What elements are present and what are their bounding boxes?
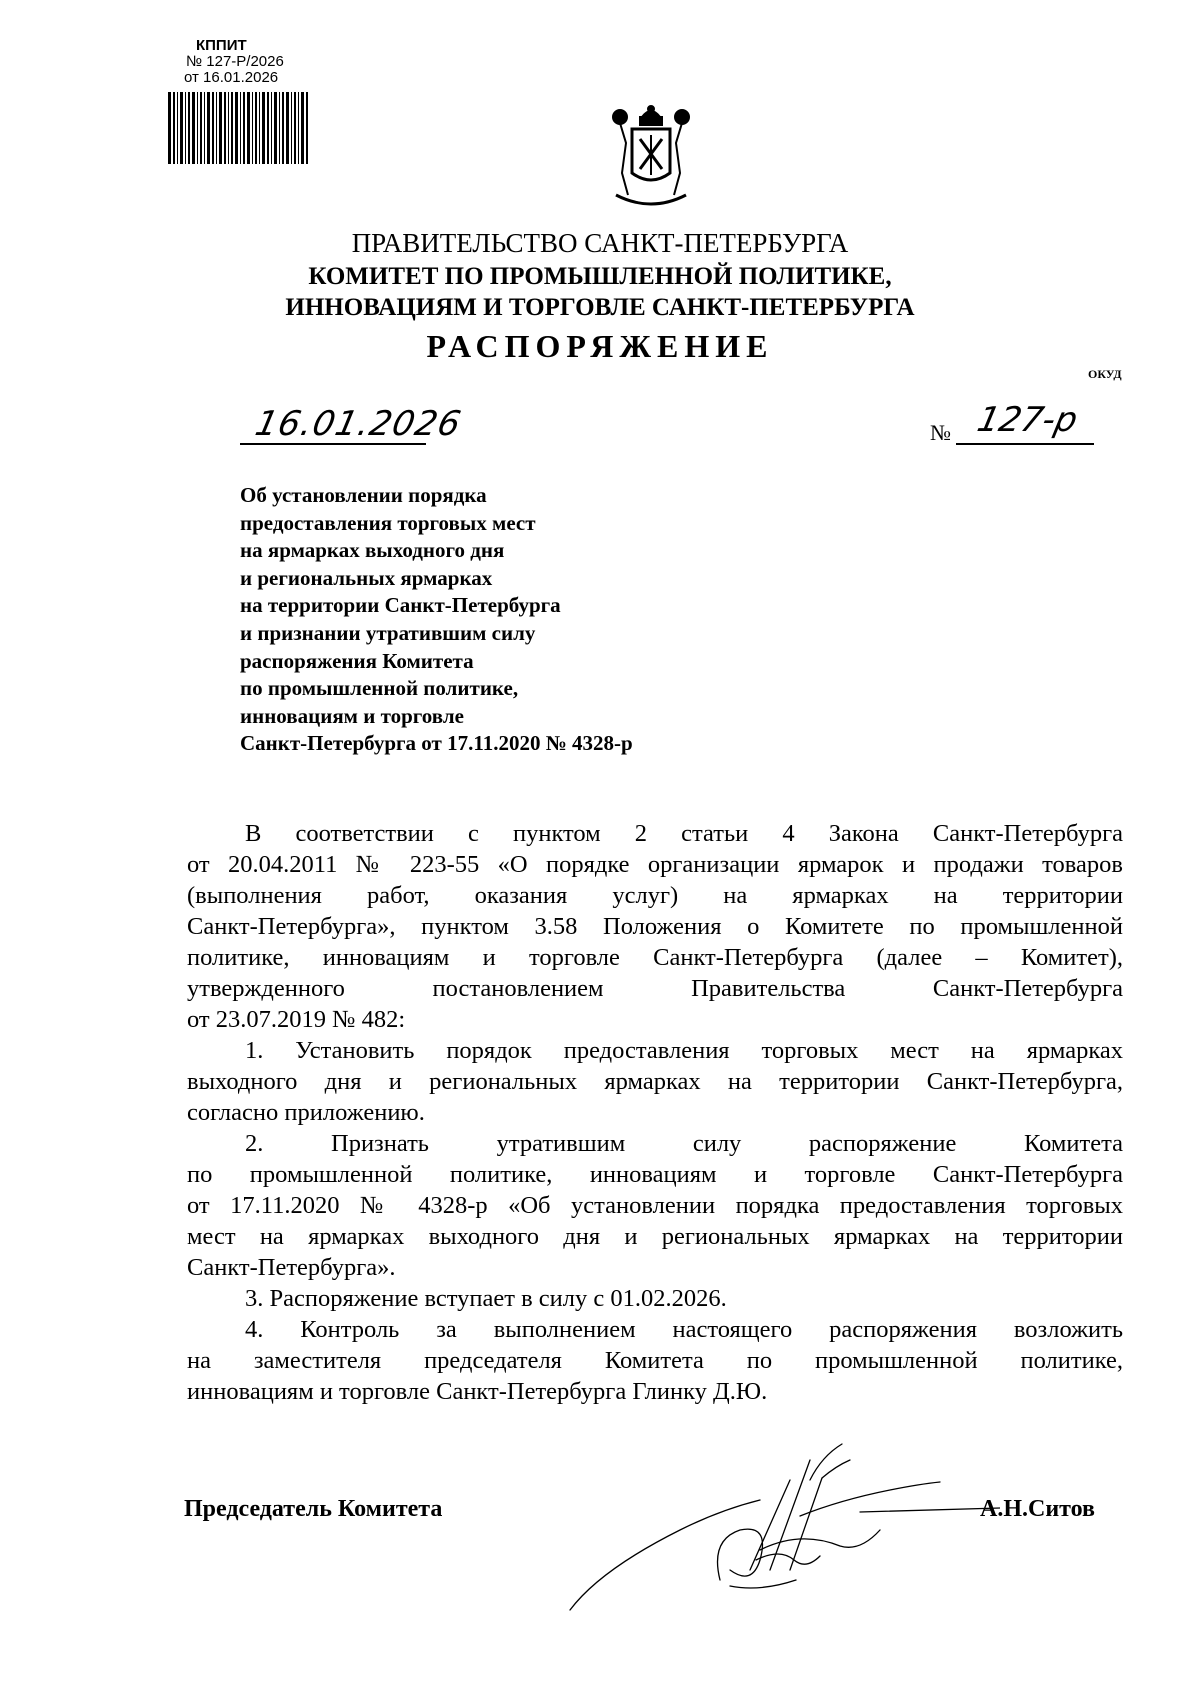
body-line: В соответствии с пунктом 2 статьи 4 Закона Санкт-Петербурга: [245, 820, 1123, 847]
title-line: и региональных ярмарках: [240, 565, 493, 590]
body-line: на заместителя председателя Комитета по промышленной политике,: [187, 1347, 1123, 1374]
body-line: от 23.07.2019 № 482:: [187, 1006, 406, 1033]
title-line: по промышленной политике,: [240, 676, 519, 701]
stamp-date: от 16.01.2026: [184, 69, 279, 86]
order-date: 16.01.2026: [251, 404, 465, 444]
title-line: на ярмарках выходного дня: [240, 538, 505, 563]
number-underline: [956, 443, 1094, 445]
order-number: 127-р: [973, 400, 1082, 440]
stamp-org: КППИТ: [196, 37, 247, 54]
title-line: Об установлении порядка: [240, 483, 487, 507]
body-item-4: [187, 1314, 1123, 1407]
committee-name-line1: КОМИТЕТ ПО ПРОМЫШЛЕННОЙ ПОЛИТИКЕ,: [308, 263, 892, 290]
body-line: 4. Контроль за выполнением настоящего распоряжения возложить: [245, 1316, 1123, 1343]
title-line: распоряжения Комитета: [240, 648, 474, 673]
body-line: мест на ярмарках выходного дня и региональных ярмарках на территории: [187, 1223, 1123, 1250]
barcode-icon: [168, 92, 308, 164]
title-line: Санкт-Петербурга от 17.11.2020 № 4328-р: [240, 731, 633, 756]
body-item-1: [187, 1035, 1123, 1128]
number-sign: №: [930, 420, 951, 445]
government-name: ПРАВИТЕЛЬСТВО САНКТ-ПЕТЕРБУРГА: [351, 228, 849, 258]
title-line: и признании утратившим силу: [240, 620, 536, 645]
body-line: 3. Распоряжение вступает в силу с 01.02.2026.: [245, 1285, 727, 1312]
document-title: [240, 482, 800, 758]
body-line: Санкт-Петербурга».: [187, 1254, 396, 1281]
body-line: 1. Установить порядок предоставления торговых мест на ярмарках: [245, 1037, 1123, 1064]
body-line: инновациям и торговле Санкт-Петербурга Глинку Д.Ю.: [187, 1378, 768, 1405]
date-underline: [240, 443, 426, 445]
body-line: 2. Признать утратившим силу распоряжение Комитета: [245, 1130, 1123, 1157]
body-line: согласно приложению.: [187, 1099, 425, 1126]
body-line: по промышленной политике, инновациям и торговле Санкт-Петербурга: [187, 1161, 1123, 1188]
body-line: от 17.11.2020 № 4328-р «Об установлении порядка предоставления торговых: [187, 1192, 1123, 1219]
body-line: от 20.04.2011 № 223-55 «О порядке организации ярмарок и продажи товаров: [187, 851, 1123, 878]
title-line: инновациям и торговле: [240, 703, 464, 728]
body-line: утвержденного постановлением Правительства Санкт-Петербурга: [187, 975, 1123, 1002]
handwritten-signature-icon: [560, 1420, 1000, 1620]
title-line: на территории Санкт-Петербурга: [240, 593, 561, 618]
stamp-number: № 127-Р/2026: [186, 53, 284, 70]
body-line: (выполнения работ, оказания услуг) на ярмарках на территории: [187, 882, 1123, 909]
title-line: предоставления торговых мест: [240, 510, 536, 535]
coat-of-arms-icon: [606, 103, 696, 215]
body-line: выходного дня и региональных ярмарках на территории Санкт-Петербурга,: [187, 1068, 1123, 1095]
okud-label: ОКУД: [1088, 367, 1122, 381]
body-line: Санкт-Петербурга», пунктом 3.58 Положения о Комитете по промышленной: [187, 913, 1123, 940]
body-item-3: [187, 1283, 1123, 1314]
committee-name-line2: ИННОВАЦИЯМ И ТОРГОВЛЕ САНКТ-ПЕТЕРБУРГА: [285, 294, 915, 321]
signatory-name: А.Н.Ситов: [980, 1496, 1095, 1522]
body-line: политике, инновациям и торговле Санкт-Петербурга (далее – Комитет),: [187, 944, 1123, 971]
signatory-position: Председатель Комитета: [184, 1496, 443, 1522]
document-type: РАСПОРЯЖЕНИЕ: [426, 328, 774, 364]
body-item-2: [187, 1128, 1123, 1283]
body-preamble: [187, 818, 1123, 1035]
